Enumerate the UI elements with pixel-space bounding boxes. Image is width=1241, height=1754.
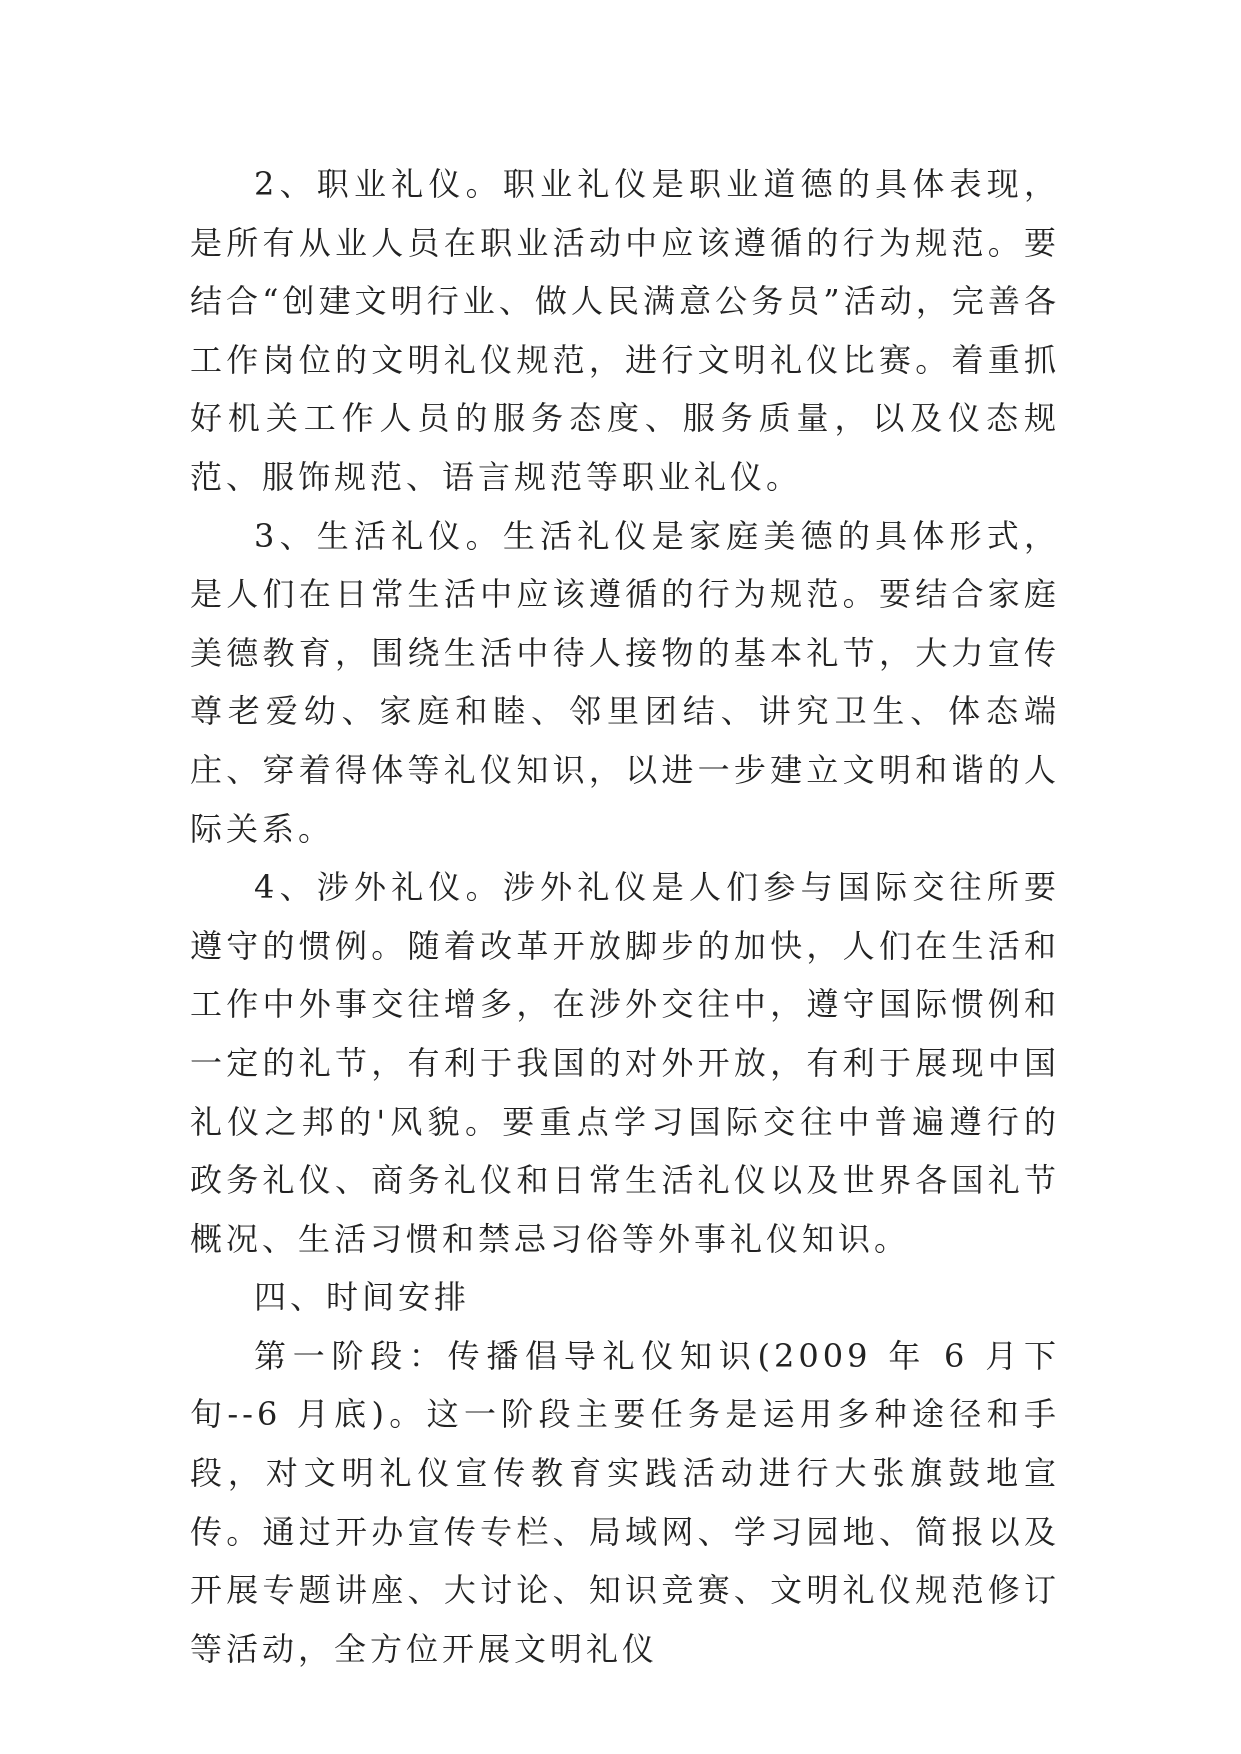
paragraph-foreign-etiquette: 4、涉外礼仪。涉外礼仪是人们参与国际交往所要遵守的惯例。随着改革开放脚步的加快，人们在生活和工作中外事交往增多，在涉外交往中，遵守国际惯例和一定的礼节，有利于我国的对外开放，有利于展现中国礼仪之邦的'风貌。要重点学习国际交往中普遍遵行的政务礼仪、商务礼仪和日常生活礼仪以及世界各国礼节概况、生活习惯和禁忌习俗等外事礼仪知识。 (190, 868, 1060, 1258)
section-heading-schedule: 四、时间安排 (254, 1278, 471, 1317)
paragraph-life-etiquette: 3、生活礼仪。生活礼仪是家庭美德的具体形式，是人们在日常生活中应该遵循的行为规范。要结合家庭美德教育，围绕生活中待人接物的基本礼节，大力宣传尊老爱幼、家庭和睦、邻里团结、讲究卫生、体态端庄、穿着得体等礼仪知识，以进一步建立文明和谐的人际关系。 (190, 516, 1060, 848)
paragraph-professional-etiquette: 2、职业礼仪。职业礼仪是职业道德的具体表现，是所有从业人员在职业活动中应该遵循的行为规范。要结合“创建文明行业、做人民满意公务员”活动，完善各工作岗位的文明礼仪规范，进行文明礼仪比赛。着重抓好机关工作人员的服务态度、服务质量，以及仪态规范、服饰规范、语言规范等职业礼仪。 (190, 165, 1060, 496)
document-body (190, 155, 1060, 1678)
paragraph-phase-one: 第一阶段：传播倡导礼仪知识(2009 年 6 月下旬--6 月底)。这一阶段主要任务是运用多种途径和手段，对文明礼仪宣传教育实践活动进行大张旗鼓地宣传。通过开办宣传专栏、局域网、学习园地、简报以及开展专题讲座、大讨论、知识竞赛、文明礼仪规范修订等活动，全方位开展文明礼仪 (190, 1336, 1060, 1668)
